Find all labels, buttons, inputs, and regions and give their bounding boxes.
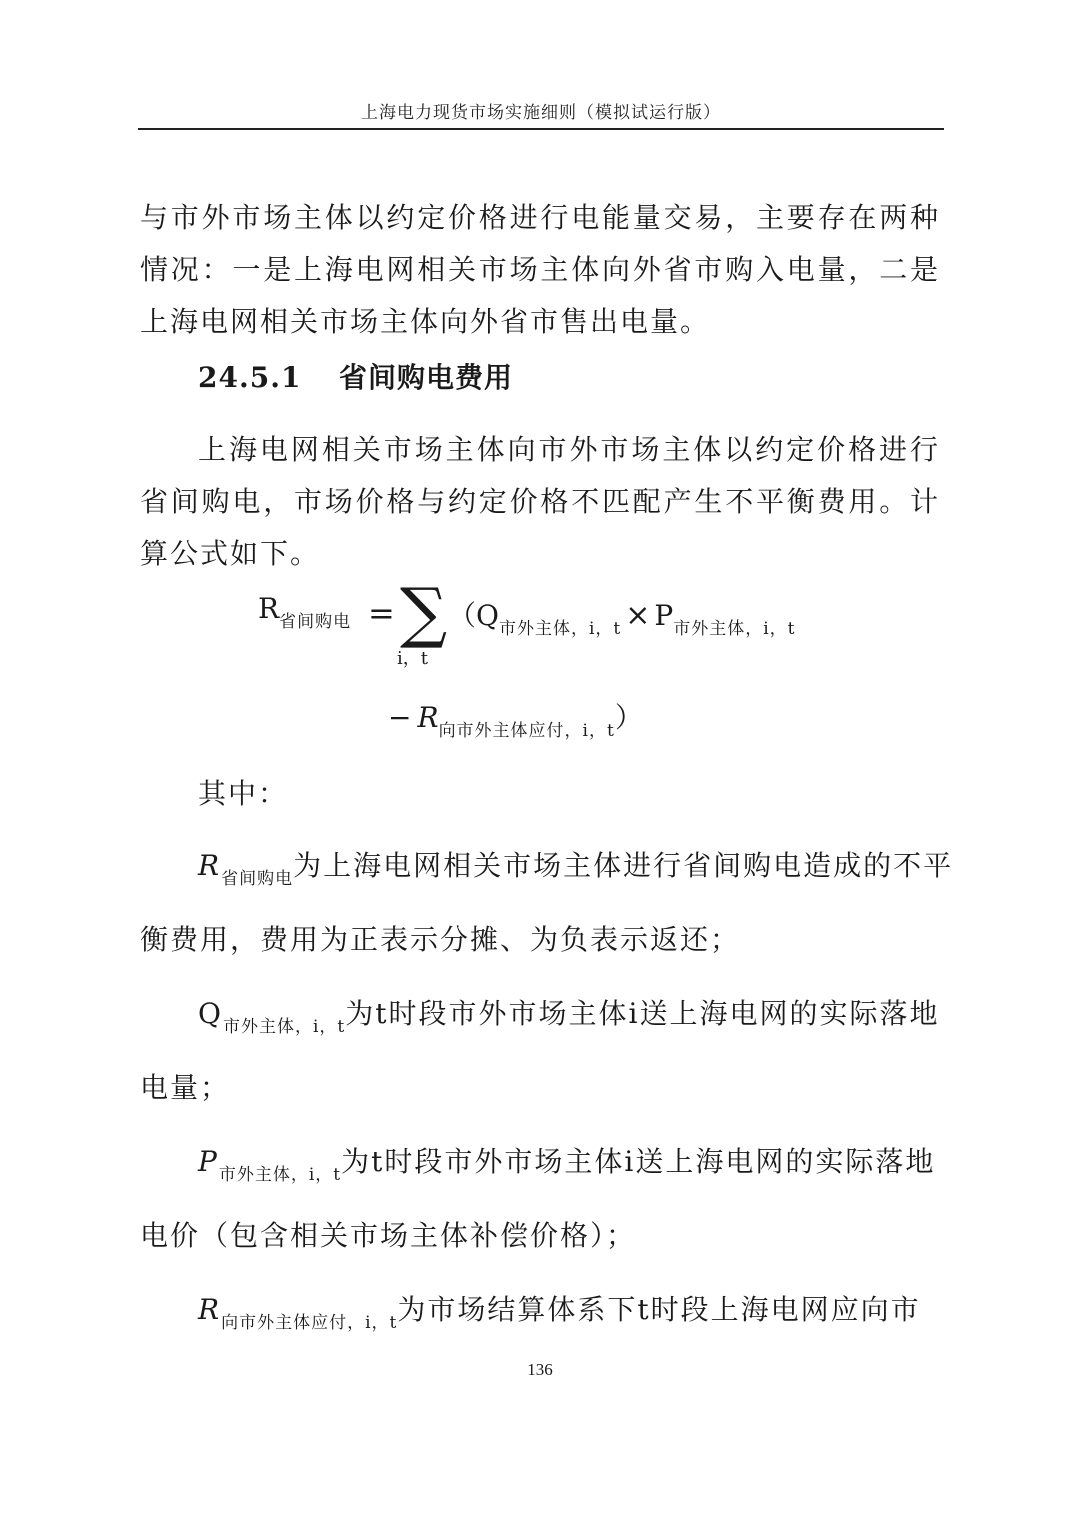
minus-sign: − <box>388 701 412 734</box>
def-4-subscript: 向市外主体应付，i，t <box>221 1313 398 1333</box>
times-sign: × <box>625 598 651 633</box>
def-3-cont: 电价（包含相关市场主体补偿价格）； <box>140 1219 637 1252</box>
lhs-symbol: R <box>258 592 280 625</box>
formula-lhs <box>258 592 352 632</box>
header-rule <box>138 128 944 130</box>
where-label: 其中： <box>198 777 289 810</box>
def-4-text: 为市场结算体系下t时段上海电网应向市 <box>397 1293 921 1326</box>
def-1-symbol: R <box>198 849 222 882</box>
def-1 <box>198 844 954 889</box>
def-3-text: 为t时段市外市场主体i送上海电网的实际落地 <box>341 1145 936 1178</box>
close-paren: ） <box>614 701 643 734</box>
sum-symbol: ∑ <box>400 574 448 651</box>
def-2-text: 为t时段市外市场主体i送上海电网的实际落地 <box>345 997 940 1030</box>
def-1-cont: 衡费用，费用为正表示分摊、为负表示返还； <box>140 923 741 956</box>
def-2-subscript: 市外主体，i，t <box>222 1017 346 1037</box>
section-title: 省间购电费用 <box>338 361 513 394</box>
page-number: 136 <box>527 1360 553 1379</box>
r-symbol: R <box>417 701 439 734</box>
section-heading <box>198 356 513 396</box>
q-symbol: Q <box>476 599 499 632</box>
def-2 <box>198 992 940 1037</box>
def-2-symbol: Q <box>198 997 223 1030</box>
section-number: 24.5.1 <box>198 361 302 394</box>
def-1-subscript: 省间购电 <box>221 869 294 889</box>
def-1-text: 为上海电网相关市场主体进行省间购电造成的不平 <box>293 849 954 882</box>
def-2-cont: 电量； <box>140 1071 231 1104</box>
def-4 <box>198 1288 921 1333</box>
p-subscript: 市外主体，i，t <box>673 619 796 639</box>
q-subscript: 市外主体，i，t <box>498 619 622 639</box>
intro-paragraph: 与市外市场主体以约定价格进行电能量交易，主要存在两种情况：一是上海电网相关市场主体向外省市购入电量，二是上海电网相关市场主体向外省市售出电量。 <box>140 201 940 338</box>
r-subscript: 向市外主体应付，i，t <box>438 721 615 741</box>
page-header: 上海电力现货市场实施细则（模拟试运行版） <box>361 103 721 123</box>
equals-sign: = <box>368 594 395 632</box>
formula-rhs-2 <box>388 696 643 741</box>
open-paren: （ <box>448 599 477 632</box>
lhs-subscript: 省间购电 <box>279 612 352 632</box>
formula-rhs-1 <box>448 594 796 639</box>
sum-subscript: i，t <box>397 648 428 669</box>
body-paragraph: 上海电网相关市场主体向市外市场主体以约定价格进行省间购电，市场价格与约定价格不匹配产生不平衡费用。计算公式如下。 <box>140 433 940 570</box>
def-3 <box>198 1140 936 1185</box>
def-3-symbol: P <box>198 1145 219 1178</box>
def-3-subscript: 市外主体，i，t <box>218 1165 342 1185</box>
p-symbol: P <box>654 599 674 632</box>
def-4-symbol: R <box>198 1293 222 1326</box>
